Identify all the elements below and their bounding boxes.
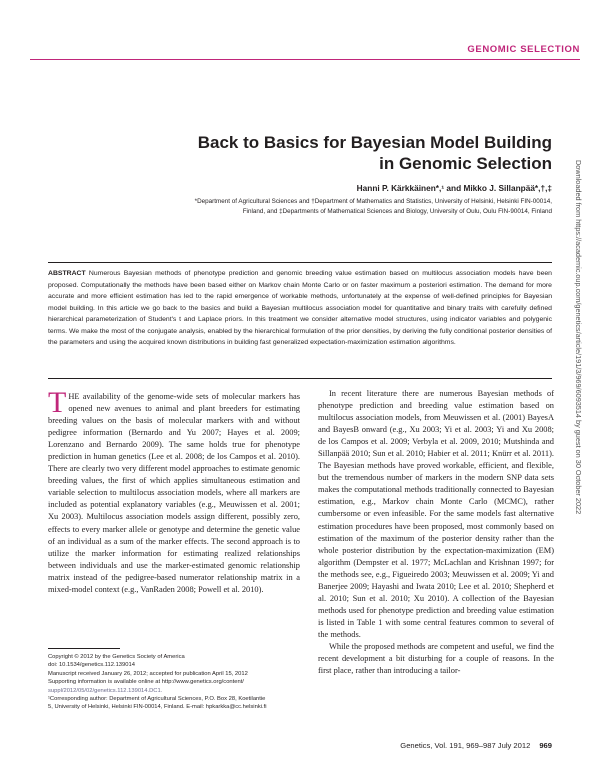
download-note: Downloaded from https://academic.oup.com/genetics/article/191/3/969/6093514 by guest on 30 October 2022 bbox=[574, 160, 583, 515]
doi-line: doi: 10.1534/genetics.112.139014 bbox=[48, 662, 135, 669]
copyright-line: Copyright © 2012 by the Genetics Society of America bbox=[48, 654, 185, 660]
author-list: Hanni P. Kärkkäinen*,¹ and Mikko J. Sillanpää*,†,‡ bbox=[356, 183, 552, 193]
footnote-rule bbox=[48, 648, 120, 649]
section-rule bbox=[30, 59, 580, 60]
abstract-label: ABSTRACT bbox=[48, 270, 86, 277]
affiliation-line-2: Finland, and ‡Departments of Mathematical Sciences and Biology, University of Oulu, Oulu FIN-90014, Finland bbox=[242, 208, 552, 215]
received-line: Manuscript received January 26, 2012; accepted for publication April 15, 2012 bbox=[48, 670, 248, 677]
body-column-left bbox=[48, 386, 300, 596]
title-line-2: in Genomic Selection bbox=[379, 154, 552, 173]
supporting-url[interactable]: suppl/2012/05/02/genetics.112.139014.DC1. bbox=[48, 687, 163, 694]
section-label: GENOMIC SELECTION bbox=[467, 44, 580, 55]
abstract-bottom-rule bbox=[48, 378, 552, 379]
intro-paragraph: HE availability of the genome-wide sets of molecular markers has opened new avenues to animal and plant breeders for estimating breeding values on the basis of molecular markers with and without pedigree information (Bernardo and Yu 2007; Hayes et al. 2009; Lorenzano and Bernardo 2009). The same holds true for phenotype prediction in human genetics (Lee et al. 2008; de los Campos et al. 2010). There are clearly two very different model approaches to estimate genomic breeding values, the first of which applies simultaneous estimation and variable selection to multilocus association models, where all markers are included as potential explanatory variables (e.g., Meuwissen et al. 2001; Xu 2003). Multilocus association models assign different, possibly zero, effects to every marker allele or genotype and determine the genetic value of an individual as a sum of the marker effects. The second approach is to utilize the marker information for estimating realized relationships between individuals and use the marker-estimated genomic relationship matrix instead of the pedigree-based numerator relationship matrix in a mixed-model context (e.g., VanRaden 2008; Powell et al. 2010). bbox=[48, 392, 300, 594]
title-line-1: Back to Basics for Bayesian Model Building bbox=[197, 133, 552, 152]
corresponding-line-1: ¹Corresponding author: Department of Agricultural Sciences, P.O. Box 28, Koetilantie bbox=[48, 696, 266, 703]
article-title bbox=[112, 132, 552, 174]
right-paragraph-1: In recent literature there are numerous Bayesian methods of phenotype prediction and breeding value estimation based on multilocus association models, from Meuwissen et al. (2001) BayesA and BayesB onward (e.g., Xu 2003; Yi et al. 2003; Yi and Xu 2008; de los Campos et al. 2009; Verbyla et al. 2009, 2010; Mutshinda and Sillanpää 2010; Sun et al. 2010; Habier et al. 2011; Knürr et al. 2011). The Bayesian methods have proved workable, efficient, and flexible, but the tremendous number of markers in the modern SNP data sets makes the computational methods traditionally connected to Bayesian estimation, e.g., Markov chain Monte Carlo (MCMC), rather cumbersome or even infeasible. For the same models fast alternative estimation procedures have been proposed, most commonly based on estimation of the maximum of the posterior density rather than the whole posterior distribution by the expectation-maximization (EM) algorithm (Dempster et al. 1977; McLachlan and Krishnan 1997; for the methods see, e.g., Figueiredo 2003; Meuwissen et al. 2009; Yi and Banerjee 2009; Hayashi and Iwata 2010; Lee et al. 2010; Shepherd et al. 2010; Sun et al. 2010; Xu 2010). A collection of the Bayesian methods used for phenotype prediction and breeding value estimation is listed in Table 1 with some central features common to several of the methods. bbox=[318, 389, 554, 639]
drop-cap: T bbox=[48, 386, 67, 419]
journal-citation: Genetics, Vol. 191, 969–987 July 2012 bbox=[400, 741, 531, 750]
page-footer bbox=[400, 741, 552, 750]
footnotes bbox=[48, 653, 310, 712]
body-column-right bbox=[318, 388, 554, 677]
page-number: 969 bbox=[539, 741, 552, 750]
abstract-text: Numerous Bayesian methods of phenotype prediction and genomic breeding value estimation based on multilocus association models have been proposed. Computationally the methods have been based either on Markov chain Monte Carlo or on faster maximum a posteriori estimation. The demand for more accurate and more efficient estimation has led to the rapid emergence of workable methods, unfortunately at the expense of well-defined principles for Bayesian model building. In this article we go back to the basics and build a Bayesian multilocus association model for quantitative and binary traits with carefully defined hierarchical parameterization of Student's t and Laplace priors. In this treatment we consider alternative model structures, using indicator variables and polygenic terms. We make the most of the conjugate analysis, enabled by the hierarchical formulation of the prior densities, by deriving the fully conditional posterior densities of the parameters and using the acquired known distributions in building fast generalized expectation-maximization estimation algorithms. bbox=[48, 270, 552, 346]
supporting-line: Supporting information is available online at http://www.genetics.org/content/ bbox=[48, 679, 244, 686]
corresponding-line-2: 5, University of Helsinki, Helsinki FIN-00014, Finland. E-mail: hpkarkka@cc.helsinki.fi bbox=[48, 704, 267, 711]
affiliations bbox=[82, 197, 552, 217]
affiliation-line-1: *Department of Agricultural Sciences and †Department of Mathematics and Statistics, University of Helsinki, Helsinki FIN-00014, bbox=[194, 198, 552, 205]
right-paragraph-2: While the proposed methods are competent and useful, we find the recent development a bit disturbing for a couple of reasons. In the first place, rather than introducing a tailor- bbox=[318, 641, 554, 676]
abstract bbox=[48, 268, 552, 349]
abstract-top-rule bbox=[48, 262, 552, 263]
